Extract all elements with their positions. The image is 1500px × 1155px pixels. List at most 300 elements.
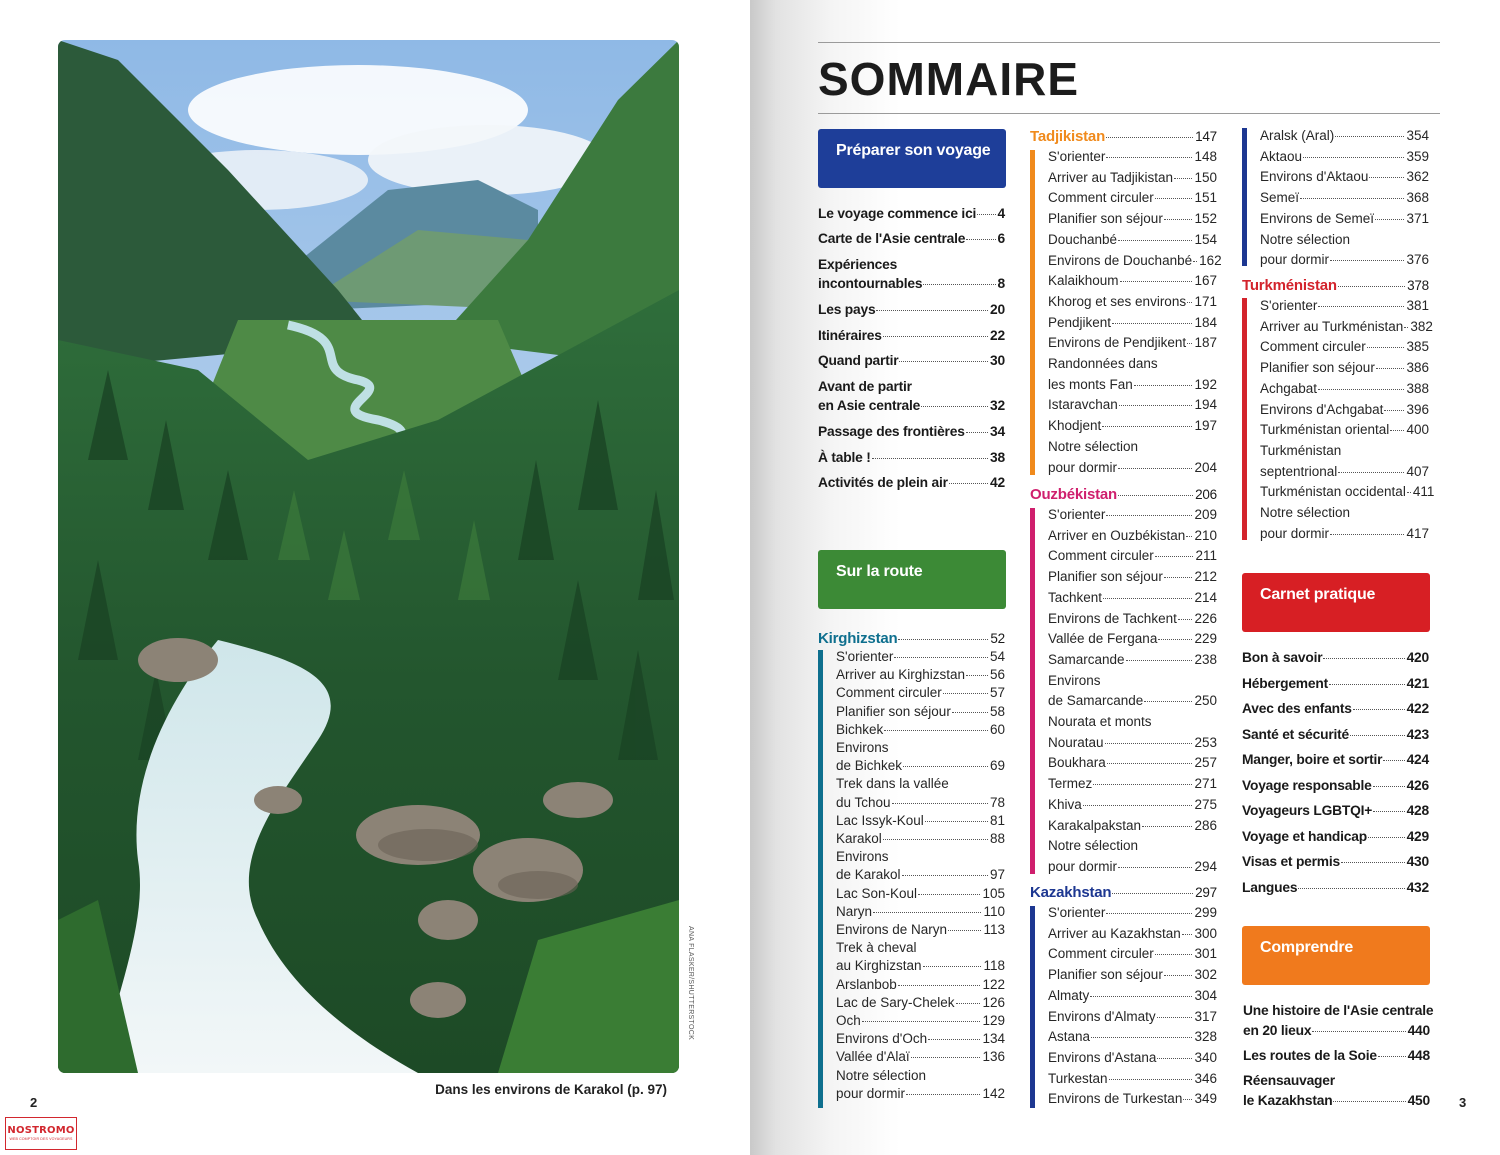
toc-page-number: 346	[1194, 1070, 1217, 1086]
kirghizstan-entry[interactable]	[836, 904, 1005, 919]
toc-entry-label: Aktaou	[1260, 148, 1303, 164]
dot-leader	[1329, 684, 1405, 685]
tadjikistan-caption: Notre sélection	[1048, 438, 1139, 454]
kazakhstan-entry[interactable]	[1048, 905, 1217, 920]
toc-page-number: 426	[1406, 777, 1429, 793]
carnet-entry[interactable]	[1242, 778, 1429, 793]
toc-page-number: 362	[1406, 169, 1429, 185]
turkmenistan-entry[interactable]	[1260, 381, 1429, 396]
toc-page-number: 430	[1406, 854, 1429, 869]
toc-entry-label: Douchanbé	[1048, 231, 1118, 247]
toc-entry-label: Arriver au Kazakhstan	[1048, 925, 1181, 941]
kirghizstan-entry[interactable]	[836, 1013, 1005, 1028]
preparer-entry[interactable]	[818, 328, 1005, 343]
dot-leader	[1106, 137, 1193, 138]
turkmenistan-caption: Turkménistan	[1260, 442, 1342, 458]
kirghizstan-caption: Notre sélection	[836, 1067, 927, 1083]
dot-leader	[1373, 811, 1404, 812]
dot-leader	[906, 1094, 980, 1095]
preparer-entry[interactable]	[818, 424, 1005, 439]
toc-entry-label: Voyage responsable	[1242, 777, 1372, 793]
dot-leader	[892, 803, 988, 804]
carnet-entry[interactable]	[1242, 650, 1429, 665]
dot-leader	[1187, 302, 1192, 303]
toc-page-number: 110	[983, 903, 1005, 919]
dot-leader	[1107, 763, 1193, 764]
kazakhstan-entry[interactable]	[1260, 128, 1429, 143]
dot-leader	[911, 1057, 981, 1058]
toc-page-number: 214	[1194, 589, 1217, 605]
toc-entry-label: Semeï	[1260, 190, 1300, 206]
kazakhstan-entry[interactable]	[1260, 252, 1429, 267]
section-comprendre: Comprendre	[1242, 926, 1430, 985]
toc-entry-label: Arslanbob	[836, 976, 897, 992]
toc-page-number: 210	[1194, 527, 1217, 543]
top-rule	[818, 42, 1440, 43]
toc-entry-label: Kalaikhoum	[1048, 273, 1119, 289]
toc-page-number: 400	[1406, 422, 1429, 438]
dot-leader	[966, 675, 988, 676]
toc-page-number: 154	[1194, 231, 1217, 247]
carnet-entry[interactable]	[1242, 854, 1429, 869]
toc-entry-label: Naryn	[836, 903, 873, 919]
kazakhstan-entry[interactable]	[1260, 169, 1429, 184]
toc-entry-label: Khorog et ses environs	[1048, 293, 1187, 309]
ouzbekistan-entry[interactable]	[1048, 631, 1217, 646]
dot-leader	[1375, 219, 1404, 220]
tadjikistan-entry[interactable]	[1048, 149, 1217, 164]
toc-entry-label: Environs de Naryn	[836, 922, 948, 937]
country-heading-kirghizstan[interactable]	[818, 630, 1005, 647]
dot-leader	[1376, 368, 1405, 369]
toc-entry-label: Santé et sécurité	[1242, 726, 1350, 742]
toc-entry-label: Lac de Sary-Chelek	[836, 994, 955, 1010]
toc-entry-label: Vallée de Fergana	[1048, 631, 1158, 647]
comprendre-entry[interactable]	[1243, 1023, 1430, 1038]
dot-leader	[1368, 837, 1405, 838]
kazakhstan-entry[interactable]	[1048, 988, 1217, 1003]
toc-entry-label: Aralsk (Aral)	[1260, 128, 1335, 143]
page-number-right: 3	[1459, 1095, 1467, 1110]
preparer-entry[interactable]	[818, 276, 1005, 291]
dot-leader	[1106, 913, 1192, 914]
toc-page-number: 275	[1194, 796, 1217, 812]
tadjikistan-entry[interactable]	[1048, 418, 1217, 433]
toc-entry-label: Itinéraires	[818, 328, 882, 343]
dot-leader	[1333, 1101, 1405, 1102]
toc-page-number: 136	[982, 1049, 1005, 1065]
photo-credit: ANA FLASKER/SHUTTERSTOCK	[687, 926, 694, 1041]
toc-entry-label: en 20 lieux	[1243, 1023, 1312, 1038]
dot-leader	[1103, 598, 1192, 599]
ouzbekistan-entry[interactable]	[1048, 590, 1217, 605]
toc-page-number: 328	[1194, 1029, 1217, 1045]
comprendre-caption: Réensauvager	[1243, 1073, 1335, 1088]
carnet-entry[interactable]	[1242, 880, 1429, 895]
dot-leader	[1119, 405, 1193, 406]
dot-leader	[949, 483, 988, 484]
toc-page-number: 212	[1194, 569, 1217, 585]
ouzbekistan-entry[interactable]	[1048, 611, 1217, 626]
toc-page-number: 150	[1194, 169, 1217, 185]
watermark-subtitle: WEB COMPTOIR DES VOYAGEURS	[9, 1137, 73, 1141]
toc-entry-label: Turkménistan occidental	[1260, 484, 1406, 500]
carnet-entry[interactable]	[1242, 752, 1429, 767]
toc-page-number: 118	[983, 958, 1005, 974]
kirghizstan-caption: Environs	[836, 740, 889, 755]
dot-leader	[1330, 260, 1404, 261]
carnet-entry[interactable]	[1242, 803, 1429, 818]
toc-entry-label: Khodjent	[1048, 418, 1102, 434]
dot-leader	[1157, 1017, 1193, 1018]
kirghizstan-entry[interactable]	[836, 922, 1005, 937]
toc-entry-label: pour dormir	[1260, 252, 1330, 268]
dot-leader	[1142, 826, 1192, 827]
toc-entry-label: Karakol	[836, 831, 882, 846]
tadjikistan-entry[interactable]	[1048, 460, 1217, 475]
toc-page-number: 388	[1406, 380, 1429, 396]
preparer-entry[interactable]	[818, 206, 1005, 221]
preparer-entry[interactable]	[818, 302, 1005, 317]
tadjikistan-caption: Randonnées dans	[1048, 356, 1158, 371]
toc-entry-label: le Kazakhstan	[1243, 1093, 1333, 1108]
toc-entry-label: Langues	[1242, 879, 1298, 895]
kazakhstan-entry[interactable]	[1048, 1091, 1217, 1106]
toc-entry-label: de Karakol	[836, 867, 901, 883]
dot-leader	[884, 730, 988, 731]
photo-mountain-valley	[58, 40, 679, 1073]
kirghizstan-entry[interactable]	[836, 722, 1005, 737]
ouzbekistan-entry[interactable]	[1048, 735, 1217, 750]
kazakhstan-entry[interactable]	[1260, 190, 1429, 205]
preparer-entry[interactable]	[818, 475, 1005, 490]
ouzbekistan-entry[interactable]	[1048, 818, 1217, 833]
tadjikistan-entry[interactable]	[1048, 294, 1217, 309]
turkmenistan-entry[interactable]	[1260, 422, 1429, 437]
toc-page-number: 32	[990, 398, 1005, 413]
tadjikistan-entry[interactable]	[1048, 211, 1217, 226]
ouzbekistan-caption: Environs	[1048, 672, 1101, 688]
toc-page-number: 378	[1407, 278, 1429, 293]
kirghizstan-entry[interactable]	[836, 867, 1005, 882]
kirghizstan-entry[interactable]	[836, 995, 1005, 1010]
ouzbekistan-entry[interactable]	[1048, 797, 1217, 812]
toc-page-number: 22	[990, 328, 1005, 343]
dot-leader	[1390, 430, 1404, 431]
dot-leader	[948, 930, 981, 931]
section-sur-la-route: Sur la route	[818, 550, 1006, 609]
dot-leader	[1118, 495, 1193, 496]
dot-leader	[918, 894, 980, 895]
toc-page-number: 197	[1194, 418, 1217, 434]
dot-leader	[1118, 468, 1192, 469]
turkmenistan-entry[interactable]	[1260, 526, 1429, 541]
toc-page-number: 421	[1406, 675, 1429, 691]
bar-kazakhstan-b	[1242, 128, 1247, 266]
dot-leader	[1186, 536, 1192, 537]
kazakhstan-entry[interactable]	[1048, 946, 1217, 961]
carnet-entry[interactable]	[1242, 829, 1429, 844]
toc-page-number: 411	[1412, 484, 1435, 500]
dot-leader	[1106, 157, 1192, 158]
toc-page-number: 424	[1406, 752, 1429, 767]
ouzbekistan-caption: Nourata et monts	[1048, 714, 1152, 729]
kazakhstan-entry[interactable]	[1260, 149, 1429, 164]
toc-entry-label: Vallée d'Alaï	[836, 1049, 910, 1065]
kazakhstan-entry[interactable]	[1048, 926, 1217, 941]
toc-entry-label: Environs d'Astana	[1048, 1049, 1157, 1065]
dot-leader	[1318, 389, 1404, 390]
kazakhstan-entry[interactable]	[1048, 1029, 1217, 1044]
turkmenistan-entry[interactable]	[1260, 464, 1429, 479]
kirghizstan-entry[interactable]	[836, 813, 1005, 828]
tadjikistan-entry[interactable]	[1048, 232, 1217, 247]
country-heading-tadjikistan[interactable]	[1030, 128, 1217, 145]
toc-entry-label: Quand partir	[818, 353, 899, 368]
toc-page-number: 148	[1194, 149, 1217, 164]
toc-page-number: 42	[990, 475, 1005, 490]
dot-leader	[872, 458, 988, 459]
ouzbekistan-caption: Notre sélection	[1048, 838, 1139, 854]
kazakhstan-entry[interactable]	[1048, 1071, 1217, 1086]
toc-page-number: 440	[1407, 1023, 1430, 1038]
preparer-entry[interactable]	[818, 353, 1005, 368]
comprendre-entry[interactable]	[1243, 1093, 1430, 1108]
preparer-entry[interactable]	[818, 450, 1005, 465]
toc-entry-label: Boukhara	[1048, 755, 1106, 771]
country-heading-ouzbekistan[interactable]	[1030, 486, 1217, 503]
ouzbekistan-entry[interactable]	[1048, 528, 1217, 543]
toc-page-number: 286	[1194, 817, 1217, 833]
tadjikistan-entry[interactable]	[1048, 397, 1217, 412]
toc-page-number: 58	[989, 703, 1005, 719]
toc-entry-label: Nouratau	[1048, 734, 1104, 750]
toc-page-number: 129	[982, 1013, 1005, 1028]
turkmenistan-entry[interactable]	[1260, 402, 1429, 417]
tadjikistan-entry[interactable]	[1048, 335, 1217, 350]
ouzbekistan-entry[interactable]	[1048, 693, 1217, 708]
dot-leader	[1158, 639, 1192, 640]
dot-leader	[1102, 426, 1192, 427]
toc-page-number: 194	[1194, 397, 1217, 413]
section-preparer-son-voyage: Préparer son voyage	[818, 129, 1006, 188]
turkmenistan-entry[interactable]	[1260, 484, 1435, 500]
tadjikistan-entry[interactable]	[1048, 170, 1217, 185]
kirghizstan-entry[interactable]	[836, 958, 1005, 973]
turkmenistan-entry[interactable]	[1260, 339, 1429, 354]
tadjikistan-entry[interactable]	[1048, 273, 1217, 288]
toc-page-number: 359	[1406, 148, 1429, 164]
kirghizstan-entry[interactable]	[836, 704, 1005, 719]
dot-leader	[966, 239, 995, 240]
ouzbekistan-entry[interactable]	[1048, 859, 1217, 874]
toc-page-number: 271	[1194, 776, 1217, 792]
turkmenistan-entry[interactable]	[1260, 318, 1433, 334]
dot-leader	[1300, 198, 1404, 199]
toc-page-number: 385	[1406, 339, 1429, 355]
tadjikistan-entry[interactable]	[1048, 377, 1217, 392]
dot-leader	[1090, 996, 1192, 997]
dot-leader	[977, 214, 995, 215]
country-heading-turkmenistan[interactable]	[1242, 277, 1429, 294]
toc-page-number: 162	[1199, 252, 1222, 268]
tadjikistan-entry[interactable]	[1048, 252, 1222, 268]
turkmenistan-entry[interactable]	[1260, 298, 1429, 313]
toc-page-number: 122	[982, 976, 1005, 992]
toc-entry-label: de Samarcande	[1048, 693, 1144, 709]
preparer-caption: Expériences	[818, 257, 898, 272]
toc-entry-label: pour dormir	[1260, 525, 1330, 541]
toc-page-number: 349	[1194, 1091, 1217, 1107]
toc-page-number: 371	[1406, 210, 1429, 226]
ouzbekistan-entry[interactable]	[1048, 569, 1217, 584]
country-heading-kazakhstan[interactable]	[1030, 884, 1217, 901]
toc-page-number: 81	[989, 812, 1005, 828]
dot-leader	[1164, 975, 1193, 976]
toc-page-number: 126	[982, 994, 1005, 1010]
toc-entry-label: Voyage et handicap	[1242, 828, 1367, 844]
kirghizstan-entry[interactable]	[836, 1031, 1005, 1046]
toc-entry-label: Activités de plein air	[818, 475, 948, 490]
toc-entry-label: Environs d'Och	[836, 1031, 928, 1047]
ouzbekistan-entry[interactable]	[1048, 507, 1217, 522]
toc-entry-label: Environs d'Aktaou	[1260, 169, 1369, 185]
kirghizstan-entry[interactable]	[836, 831, 1005, 846]
kirghizstan-entry[interactable]	[836, 667, 1005, 682]
toc-page-number: 147	[1195, 129, 1217, 144]
preparer-entry[interactable]	[818, 231, 1005, 246]
dot-leader	[1182, 934, 1193, 935]
turkmenistan-entry[interactable]	[1260, 360, 1429, 375]
toc-page-number: 304	[1194, 987, 1217, 1003]
kirghizstan-entry[interactable]	[836, 795, 1005, 810]
toc-entry-label: Environs d'Achgabat	[1260, 401, 1384, 417]
kirghizstan-entry[interactable]	[836, 886, 1005, 901]
turkmenistan-caption: Notre sélection	[1260, 505, 1351, 520]
dot-leader	[1126, 660, 1193, 661]
toc-entry-label: Comment circuler	[1260, 339, 1366, 355]
toc-entry-label: Karakalpakstan	[1048, 817, 1142, 833]
toc-entry-label: À table !	[818, 450, 871, 465]
dot-leader	[1367, 347, 1405, 348]
toc-entry-label: S'orienter	[1048, 905, 1106, 920]
toc-entry-label: Visas et permis	[1242, 854, 1340, 869]
toc-entry-label: Avec des enfants	[1242, 701, 1352, 716]
ouzbekistan-entry[interactable]	[1048, 776, 1217, 791]
dot-leader	[1112, 323, 1192, 324]
page-number-left: 2	[30, 1095, 38, 1110]
kirghizstan-caption: Trek à cheval	[836, 940, 917, 956]
kirghizstan-entry[interactable]	[836, 649, 1005, 664]
toc-entry-label: Tadjikistan	[1030, 128, 1106, 145]
toc-entry-label: les monts Fan	[1048, 376, 1133, 392]
tadjikistan-entry[interactable]	[1048, 190, 1217, 205]
kazakhstan-entry[interactable]	[1048, 1009, 1217, 1024]
toc-entry-label: Environs de Tachkent	[1048, 610, 1177, 626]
toc-page-number: 97	[989, 867, 1005, 883]
dot-leader	[1335, 136, 1404, 137]
toc-entry-label: S'orienter	[1048, 507, 1106, 522]
dot-leader	[1109, 1079, 1193, 1080]
toc-page-number: 88	[989, 831, 1005, 846]
toc-entry-label: Planifier son séjour	[1048, 211, 1163, 227]
kirghizstan-entry[interactable]	[836, 977, 1005, 992]
bar-kazakhstan-a	[1030, 906, 1035, 1108]
toc-page-number: 38	[990, 450, 1005, 465]
nostromo-watermark-logo	[5, 1117, 77, 1150]
toc-page-number: 4	[997, 206, 1005, 221]
kirghizstan-entry[interactable]	[836, 685, 1005, 700]
toc-entry-label: Khiva	[1048, 796, 1082, 812]
toc-entry-label: Achgabat	[1260, 380, 1318, 396]
dot-leader	[883, 839, 988, 840]
toc-entry-label: Ouzbékistan	[1030, 486, 1117, 503]
toc-page-number: 423	[1406, 726, 1429, 742]
kirghizstan-entry[interactable]	[836, 1086, 1005, 1101]
dot-leader	[1350, 735, 1405, 736]
toc-page-number: 171	[1194, 293, 1217, 309]
toc-entry-label: Planifier son séjour	[836, 703, 951, 719]
comprendre-entry[interactable]	[1243, 1048, 1430, 1063]
carnet-entry[interactable]	[1242, 727, 1429, 742]
dot-leader	[928, 1039, 980, 1040]
toc-entry-label: Bichkek	[836, 721, 884, 737]
dot-leader	[1105, 743, 1193, 744]
toc-page-number: 381	[1406, 298, 1429, 313]
kirghizstan-entry[interactable]	[836, 758, 1005, 773]
carnet-entry[interactable]	[1242, 701, 1429, 716]
toc-page-number: 105	[982, 885, 1005, 901]
ouzbekistan-entry[interactable]	[1048, 755, 1217, 770]
dot-leader	[1318, 306, 1404, 307]
kazakhstan-entry[interactable]	[1048, 1050, 1217, 1065]
dot-leader	[883, 336, 988, 337]
kirghizstan-entry[interactable]	[836, 1049, 1005, 1064]
dot-leader	[952, 712, 988, 713]
dot-leader	[899, 361, 988, 362]
watermark-title: NOSTROMO	[7, 1125, 75, 1136]
toc-page-number: 54	[989, 649, 1005, 664]
carnet-entry[interactable]	[1242, 676, 1429, 691]
dot-leader	[921, 406, 988, 407]
dot-leader	[1404, 327, 1408, 328]
toc-page-number: 422	[1406, 701, 1429, 716]
toc-entry-label: Istaravchan	[1048, 397, 1118, 413]
preparer-entry[interactable]	[818, 398, 1005, 413]
kazakhstan-entry[interactable]	[1048, 967, 1217, 982]
ouzbekistan-entry[interactable]	[1048, 548, 1217, 563]
kazakhstan-entry[interactable]	[1260, 211, 1429, 226]
toc-entry-label: en Asie centrale	[818, 398, 921, 413]
toc-entry-label: Environs de Pendjikent	[1048, 335, 1187, 351]
toc-entry-label: Lac Son-Koul	[836, 885, 918, 901]
page-title: SOMMAIRE	[818, 53, 1079, 105]
toc-entry-label: Turkménistan	[1242, 277, 1337, 294]
ouzbekistan-entry[interactable]	[1048, 652, 1217, 667]
dot-leader	[1144, 701, 1192, 702]
toc-page-number: 429	[1406, 828, 1429, 844]
toc-entry-label: Kazakhstan	[1030, 884, 1112, 901]
toc-entry-label: Les routes de la Soie	[1243, 1048, 1377, 1063]
dot-leader	[1174, 178, 1192, 179]
dot-leader	[1187, 343, 1192, 344]
toc-entry-label: Le voyage commence ici	[818, 206, 977, 221]
tadjikistan-entry[interactable]	[1048, 315, 1217, 330]
toc-entry-label: Kirghizstan	[818, 630, 898, 647]
section-carnet-pratique: Carnet pratique	[1242, 573, 1430, 632]
dot-leader	[1312, 1031, 1405, 1032]
dot-leader	[923, 284, 995, 285]
